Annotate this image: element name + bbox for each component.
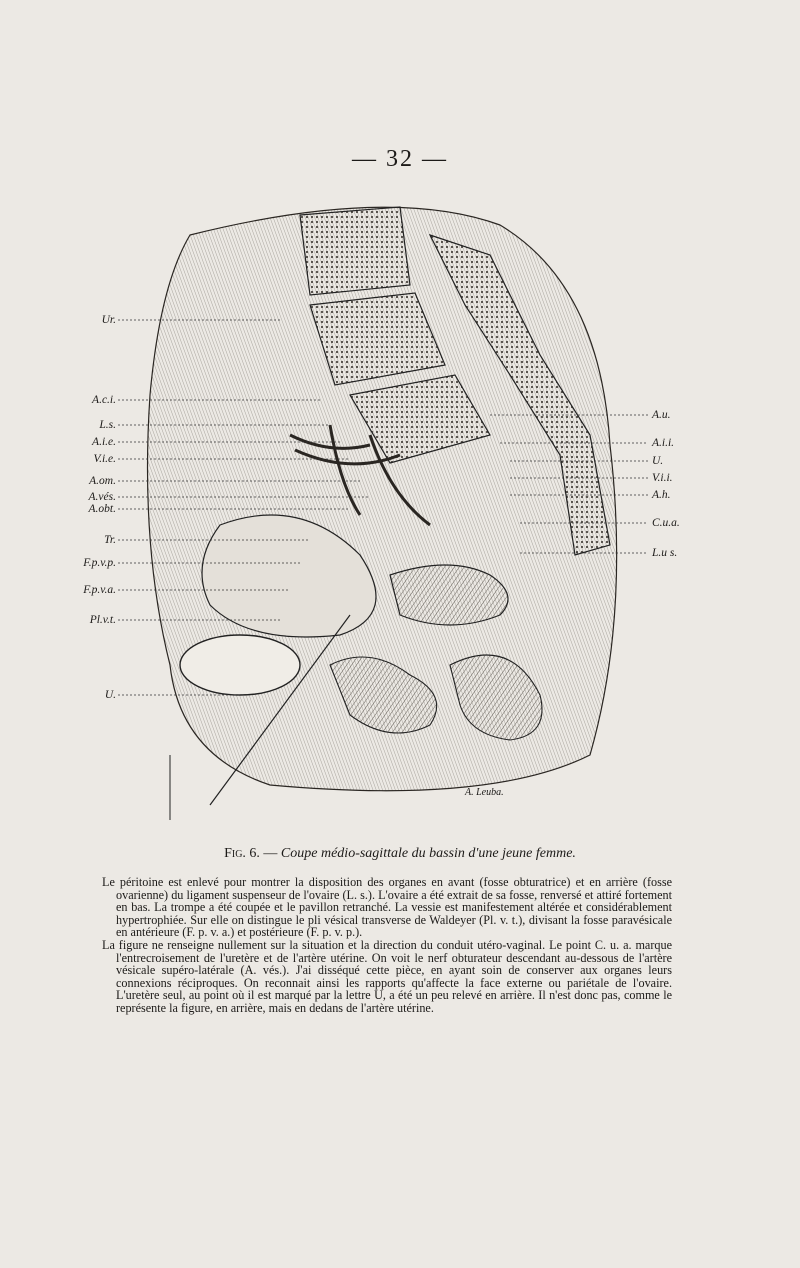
page-number: — 32 — [352, 146, 448, 172]
label-aobt: A.obt. [88, 503, 116, 515]
figure-number: Fig. 6. [224, 846, 260, 861]
caption-dash: — [259, 846, 281, 861]
label-ur: Ur. [101, 314, 116, 326]
description-paragraph-2: La figure ne renseigne nullement sur la situation et la direction du conduit utéro-vaginal. Le point C. u. a. marque l'entrecroisement de l'uretère et de l'artère utérine. On voit le nerf obturateur descendant au-dessous de l'artère vésicale supéro-latérale (A. vés.). J'ai disséqué cette pièce, en ayant soin de conserver aux organes leurs connexions réciproques. On reconnait ainsi les rapports qu'affecte la face externe ou pariétale de l'ovaire. L'uretère seul, au point où il est marqué par la lettre U, a été un peu relevé en arrière. Il n'est donc pas, comme le représente la figure, en arrière, mais en dedans de l'artère utérine. [102, 937, 672, 1015]
label-vie: V.i.e. [93, 453, 116, 465]
label-aci: A.c.i. [92, 394, 116, 406]
figure-description [102, 876, 672, 1015]
label-cua: C.u.a. [652, 517, 680, 529]
label-aie: A.i.e. [92, 436, 116, 448]
label-fpva: F.p.v.a. [83, 584, 116, 596]
pelvis-section-illustration [70, 195, 710, 820]
figure-title: Coupe médio-sagittale du bassin d'une jeune femme. [280, 846, 576, 861]
label-u-right: U. [652, 455, 664, 467]
anatomical-figure [70, 195, 710, 820]
artist-signature: A. Leuba. [465, 787, 504, 798]
label-ls: L.s. [99, 419, 116, 431]
label-u-left: U. [104, 689, 116, 701]
label-au: A.u. [652, 409, 671, 421]
label-plvt: Pl.v.t. [89, 614, 116, 626]
label-fpvp: F.p.v.p. [83, 557, 116, 569]
figure-caption [0, 846, 800, 862]
label-aom: A.om. [89, 475, 116, 487]
label-lus: L.u s. [652, 547, 678, 559]
label-tr: Tr. [104, 534, 116, 546]
description-paragraph-1: Le péritoine est enlevé pour montrer la disposition des organes en avant (fosse obturatrice) et en arrière (fosse ovarienne) du ligament suspenseur de l'ovaire (L. s.). L'ovaire a été extrait de sa fosse, renversé et attiré fortement en bas. La trompe a été coupée et le pavillon retranché. La vessie est manifestement altérée et considérablement hypertrophiée. Sur elle on distingue le pli vésical transverse de Waldeyer (Pl. v. t.), divisant la fosse paravésicale en antérieure (F. p. v. a.) et postérieure (F. p. v. p.). [102, 875, 672, 940]
label-vii: V.i.i. [652, 472, 673, 484]
label-aii: A.i.i. [652, 437, 675, 449]
label-aves: A.vés. [88, 491, 116, 503]
label-ah: A.h. [652, 489, 671, 501]
